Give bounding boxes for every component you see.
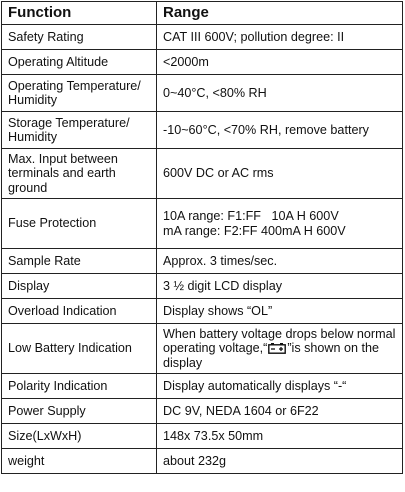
table-row (2, 75, 403, 112)
row-function: Polarity Indication (2, 374, 157, 399)
row-function: Size(LxWxH) (2, 424, 157, 449)
row-range (157, 199, 403, 249)
row-range: <2000m (157, 50, 403, 75)
row-function: Power Supply (2, 399, 157, 424)
table-row (2, 149, 403, 199)
row-range: 3 ½ digit LCD display (157, 274, 403, 299)
table-row (2, 324, 403, 374)
row-function: Safety Rating (2, 25, 157, 50)
table-row (2, 25, 403, 50)
row-function: Low Battery Indication (2, 324, 157, 374)
row-function: Overload Indication (2, 299, 157, 324)
table-row (2, 424, 403, 449)
header-function: Function (2, 2, 157, 25)
table-row (2, 112, 403, 149)
table-header-row (2, 2, 403, 25)
table-row (2, 399, 403, 424)
table-row (2, 249, 403, 274)
row-function: Sample Rate (2, 249, 157, 274)
row-range: about 232g (157, 449, 403, 474)
row-range (157, 324, 403, 374)
battery-icon (268, 343, 286, 354)
low-battery-text-before: When battery voltage drops below normal operating voltage,“ (163, 326, 396, 356)
row-range: CAT III 600V; pollution degree: II (157, 25, 403, 50)
row-range: Display automatically displays “-“ (157, 374, 403, 399)
row-range: 600V DC or AC rms (157, 149, 403, 199)
row-range: Approx. 3 times/sec. (157, 249, 403, 274)
row-function: weight (2, 449, 157, 474)
table-row (2, 299, 403, 324)
fuse-line-1: 10A range: F1:FF 10A H 600V (163, 209, 339, 223)
row-range: DC 9V, NEDA 1604 or 6F22 (157, 399, 403, 424)
spec-table-container (1, 1, 403, 474)
row-range: Display shows “OL” (157, 299, 403, 324)
row-range: 148x 73.5x 50mm (157, 424, 403, 449)
row-function: Operating Altitude (2, 50, 157, 75)
row-function: Operating Temperature/ Humidity (2, 75, 157, 112)
row-range: -10~60°C, <70% RH, remove battery (157, 112, 403, 149)
low-battery-text-after: ”is shown on the display (163, 341, 380, 370)
row-function: Fuse Protection (2, 199, 157, 249)
header-range: Range (157, 2, 403, 25)
table-row (2, 50, 403, 75)
table-row (2, 199, 403, 249)
table-row (2, 449, 403, 474)
fuse-line-2: mA range: F2:FF 400mA H 600V (163, 223, 346, 238)
table-row (2, 374, 403, 399)
row-function: Storage Temperature/ Humidity (2, 112, 157, 149)
table-row (2, 274, 403, 299)
row-function: Display (2, 274, 157, 299)
row-function: Max. Input between terminals and earth ground (2, 149, 157, 199)
specifications-table (1, 1, 403, 474)
row-range: 0~40°C, <80% RH (157, 75, 403, 112)
